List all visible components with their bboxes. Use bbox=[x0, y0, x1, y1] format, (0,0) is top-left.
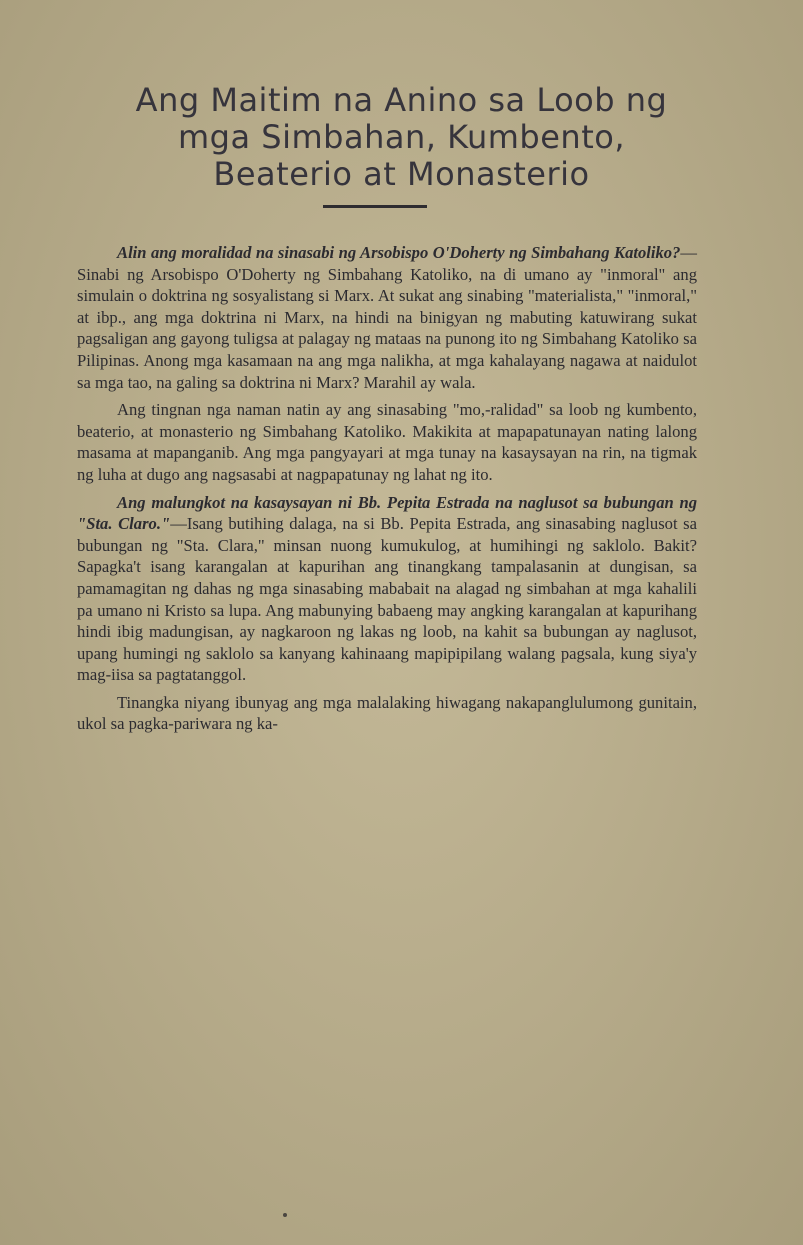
paragraph-4-text: Tinangka niyang ibunyag ang mga malalaking hiwagang nakapanglulumong gunitain, ukol sa pagka-pariwara ng ka- bbox=[77, 692, 697, 734]
paragraph-4 bbox=[77, 692, 697, 735]
paragraph-2 bbox=[77, 399, 697, 485]
paragraph-1-lead: Alin ang moralidad na sinasabi ng Arsobispo O'Doherty ng Simbahang Katoliko? bbox=[117, 243, 681, 262]
paragraph-2-text: Ang tingnan nga naman natin ay ang sinasabing "mo,-ralidad" sa loob ng kumbento, beaterio, at monasterio ng Simbahang Katoliko. Makikita at mapapatunayan nating lalong masama at mapanganib. Ang mga pangyayari at mga tunay na kasaysayan na rin, na tigmak ng luha at dugo ang nagsasabi at nagpapatunay ng lahat ng ito. bbox=[77, 400, 697, 484]
body-text bbox=[77, 242, 697, 741]
title-line-2: mga Simbahan, Kumbento, bbox=[178, 118, 625, 156]
paragraph-1-text: —Sinabi ng Arsobispo O'Doherty ng Simbahang Katoliko, na di umano ay "inmoral" ang simulain o doktrina ng sosyalistang si Marx. At sukat ang sinabing "materialista," "inmoral," at ibp., ang mga doktrina ni Marx, na hindi na binigyan ng mabuting katuwirang sukat pagsaligan ang gayong tuligsa at palagay ng mataas na punong ito ng Simbahang Katoliko sa Pilipinas. Anong mga kasamaan na ang mga nalikha, at mga kahalayang nagawa at naidulot sa mga tao, na galing sa doktrina ni Marx? Marahil ay wala. bbox=[77, 243, 697, 392]
paragraph-1 bbox=[77, 242, 697, 393]
title-line-1: Ang Maitim na Anino sa Loob ng bbox=[135, 81, 668, 119]
title-line-3: Beaterio at Monasterio bbox=[213, 155, 590, 193]
title-divider bbox=[323, 205, 427, 208]
paragraph-3-lead: Ang malungkot na kasaysayan ni Bb. Pepita Estrada na naglusot sa bubungan ng "Sta. Claro." bbox=[77, 492, 697, 534]
paragraph-3 bbox=[77, 492, 697, 686]
chapter-title bbox=[40, 82, 763, 193]
page-mark bbox=[283, 1213, 287, 1217]
paragraph-3-text: —Isang butihing dalaga, na si Bb. Pepita Estrada, ang sinasabing naglusot sa bubungan ng "Sta. Clara," minsan nuong kumukulog, at humihingi ng saklolo. Bakit? Sapagka't isang karangalan at kapurihan ang tinangkang tampalasanin at dungisan, sa pamamagitan ng dahas ng mga sinasabing mababait na alagad ng simbahan at mga kahalili pa umano ni Kristo sa lupa. Ang mabunying babaeng may angking karangalan at kapurihang hindi ibig madungisan, ay nagkaroon ng lakas ng loob, na kahit sa bubungan ay naglusot, upang humingi ng saklolo sa kanyang kahinaang mapipipilang walang pagsala, kung siya'y mag-iisa sa pagtatanggol. bbox=[77, 514, 697, 685]
